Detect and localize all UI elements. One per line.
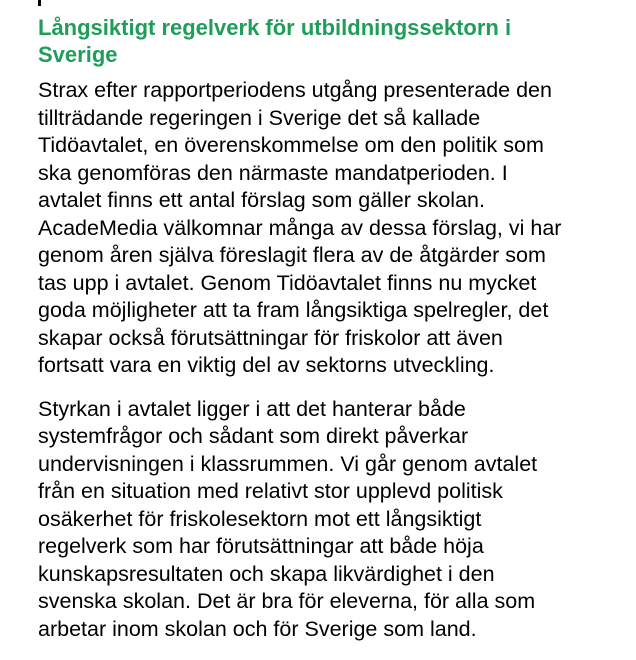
heading-line: Sverige (38, 42, 118, 67)
text-line: tas upp i avtalet. Genom Tidöavtalet finns nu mycket (38, 270, 537, 295)
text-line: Styrkan i avtalet ligger i att det hanterar både (38, 396, 466, 421)
text-line: osäkerhet för friskolesektorn mot ett långsiktigt (38, 506, 482, 531)
text-line: skapar också förutsättningar för friskolor att även (38, 325, 503, 350)
document-page (38, 14, 632, 643)
text-line: svenska skolan. Det är bra för eleverna, för alla som (38, 589, 536, 613)
heading-line: Långsiktigt regelverk för utbildningssektorn i (38, 15, 512, 40)
text-line: fortsatt vara en viktig del av sektorns utveckling. (38, 353, 495, 377)
previous-text-fragment (38, 0, 41, 6)
text-line: AcadeMedia välkomnar många av dessa förslag, vi har (38, 215, 562, 240)
text-line: undervisningen i klassrummen. Vi går genom avtalet (38, 451, 538, 476)
section-heading (38, 14, 632, 68)
text-line: kunskapsresultaten och skapa likvärdighet i den (38, 561, 495, 586)
text-line: avtalet finns ett antal förslag som gäller skolan. (38, 188, 485, 212)
text-line: Strax efter rapportperiodens utgång presenterade den (38, 78, 552, 102)
text-line: genom åren själva föreslagit flera av de åtgärder som (38, 243, 546, 267)
text-line: Tidöavtalet, en överenskommelse om den politik som (38, 133, 544, 157)
text-line: arbetar inom skolan och för Sverige som land. (38, 616, 477, 641)
body-paragraph-2 (38, 396, 632, 644)
text-line: goda möjligheter att ta fram långsiktiga spelregler, det (38, 298, 549, 322)
text-line: från en situation med relativt stor upplevd politisk (38, 479, 503, 503)
text-line: tillträdande regeringen i Sverige det så kallade (38, 105, 481, 130)
text-line: regelverk som har förutsättningar att både höja (38, 534, 484, 558)
text-line: systemfrågor och sådant som direkt påverkar (38, 424, 469, 448)
body-paragraph-1 (38, 77, 632, 380)
text-line: ska genomföras den närmaste mandatperioden. I (38, 160, 508, 185)
